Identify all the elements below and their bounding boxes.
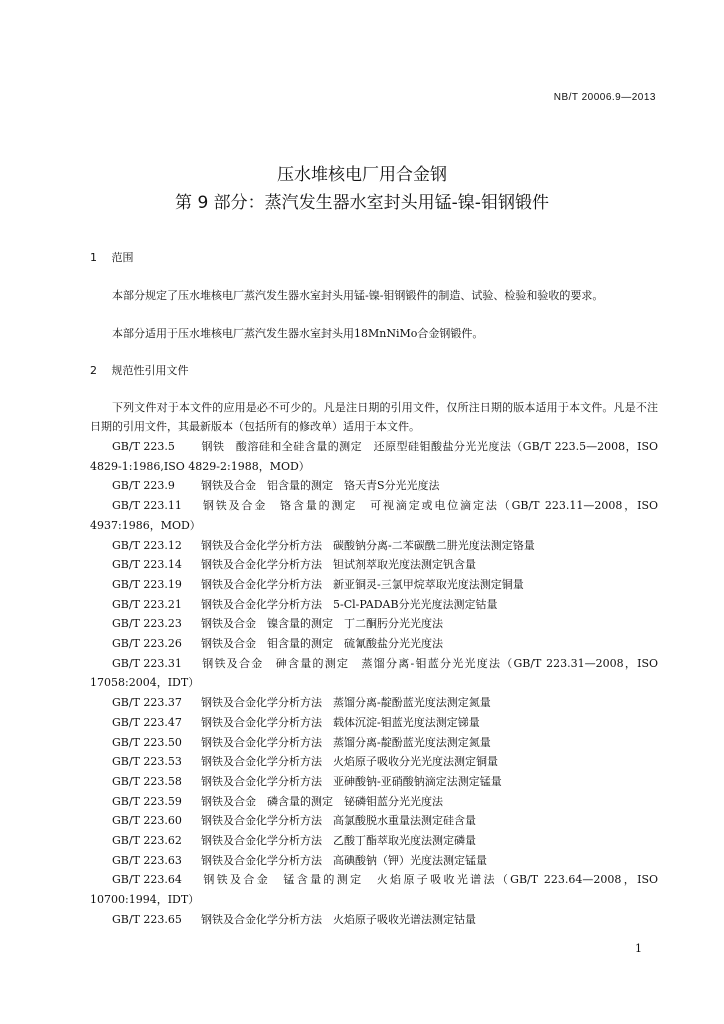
reference-item <box>90 595 658 615</box>
reference-code: GB/T 223.31 <box>112 656 182 670</box>
section-1-paragraph-2: 本部分适用于压水堆核电厂蒸汽发生器水室封头用18MnNiMo合金钢锻件。 <box>112 327 484 340</box>
reference-item <box>90 555 658 575</box>
reference-item <box>90 910 658 930</box>
reference-title: 钢铁及合金 钼含量的测定 硫氰酸盐分光光度法 <box>201 637 443 651</box>
reference-item <box>90 752 658 772</box>
reference-title: 钢铁及合金化学分析方法 5-Cl-PADAB分光光度法测定钴量 <box>201 597 498 611</box>
reference-code: GB/T 223.65 <box>112 912 182 926</box>
reference-code: GB/T 223.21 <box>112 597 182 611</box>
reference-item <box>90 693 658 713</box>
reference-code: GB/T 223.14 <box>112 558 182 572</box>
reference-item <box>90 575 658 595</box>
reference-code: GB/T 223.9 <box>112 479 175 493</box>
reference-item <box>90 831 658 851</box>
reference-code: GB/T 223.62 <box>112 834 182 848</box>
document-title-line2: 第 9 部分：蒸汽发生器水室封头用锰-镍-钼钢锻件 <box>175 193 549 213</box>
section-number: 2 <box>90 364 97 377</box>
reference-title: 钢铁及合金 砷含量的测定 蒸馏分离-钼蓝分光光度法（GB/T 223.31—2008，ISO 17058:2004，IDT） <box>90 656 658 690</box>
reference-title: 钢铁及合金化学分析方法 钽试剂萃取光度法测定钒含量 <box>201 558 476 572</box>
reference-code: GB/T 223.5 <box>112 440 175 453</box>
reference-code: GB/T 223.12 <box>112 538 182 552</box>
reference-code: GB/T 223.19 <box>112 577 182 591</box>
reference-title: 钢铁及合金 铝含量的测定 铬天青S分光光度法 <box>201 479 440 493</box>
reference-code: GB/T 223.50 <box>112 735 182 749</box>
reference-item <box>90 437 658 476</box>
reference-code: GB/T 223.11 <box>112 499 182 513</box>
reference-title: 钢铁及合金化学分析方法 新亚铜灵-三氯甲烷萃取光度法测定铜量 <box>201 577 524 591</box>
reference-code: GB/T 223.60 <box>112 814 182 828</box>
reference-item <box>90 851 658 871</box>
reference-title: 钢铁及合金化学分析方法 亚砷酸钠-亚硝酸钠滴定法测定锰量 <box>201 774 502 788</box>
document-title-line1: 压水堆核电厂用合金钢 <box>277 165 447 185</box>
page-number: 1 <box>635 942 642 955</box>
reference-title: 钢铁及合金化学分析方法 载体沉淀-钼蓝光度法测定锑量 <box>201 715 480 729</box>
reference-code: GB/T 223.59 <box>112 794 182 808</box>
reference-title: 钢铁及合金 铬含量的测定 可视滴定或电位滴定法（GB/T 223.11—2008，ISO 4937:1986，MOD） <box>90 499 658 532</box>
section-1-paragraph-1: 本部分规定了压水堆核电厂蒸汽发生器水室封头用锰-镍-钼钢锻件的制造、试验、检验和验收的要求。 <box>112 289 604 302</box>
reference-title: 钢铁及合金化学分析方法 蒸馏分离-靛酚蓝光度法测定氮量 <box>201 696 491 710</box>
section-2-heading <box>90 362 189 378</box>
section-title: 规范性引用文件 <box>111 364 189 377</box>
reference-item <box>90 614 658 634</box>
reference-code: GB/T 223.23 <box>112 617 182 631</box>
reference-code: GB/T 223.37 <box>112 696 182 710</box>
reference-item <box>90 476 658 496</box>
section-title: 范围 <box>111 251 134 264</box>
reference-item <box>90 772 658 792</box>
reference-item <box>90 654 658 693</box>
reference-title: 钢铁及合金化学分析方法 高氯酸脱水重量法测定硅含量 <box>201 814 476 828</box>
reference-item <box>90 792 658 812</box>
reference-item <box>90 713 658 733</box>
reference-item <box>90 733 658 753</box>
reference-code: GB/T 223.58 <box>112 774 182 788</box>
reference-title: 钢铁及合金化学分析方法 乙酸丁酯萃取光度法测定磷量 <box>201 834 476 848</box>
reference-title: 钢铁 酸溶硅和全硅含量的测定 还原型硅钼酸盐分光光度法（GB/T 223.5—2008，ISO 4829-1:1986,ISO 4829-2:1988，MOD） <box>90 440 658 473</box>
reference-title: 钢铁及合金化学分析方法 碳酸钠分离-二苯碳酰二肼光度法测定铬量 <box>201 538 535 552</box>
section-number: 1 <box>90 251 97 264</box>
reference-code: GB/T 223.64 <box>112 873 182 887</box>
reference-code: GB/T 223.47 <box>112 715 182 729</box>
reference-code: GB/T 223.26 <box>112 637 182 651</box>
standard-code: NB/T 20006.9—2013 <box>553 92 656 103</box>
reference-title: 钢铁及合金 锰含量的测定 火焰原子吸收光谱法（GB/T 223.64—2008，ISO 10700:1994，IDT） <box>90 873 658 907</box>
reference-title: 钢铁及合金化学分析方法 火焰原子吸收分光光度法测定铜量 <box>201 755 498 769</box>
reference-title: 钢铁及合金 镍含量的测定 丁二酮肟分光光度法 <box>201 617 443 631</box>
reference-title: 钢铁及合金化学分析方法 火焰原子吸收光谱法测定钴量 <box>201 912 476 926</box>
reference-item <box>90 536 658 556</box>
reference-item <box>90 870 658 909</box>
reference-code: GB/T 223.63 <box>112 853 182 867</box>
reference-title: 钢铁及合金化学分析方法 蒸馏分离-靛酚蓝光度法测定氮量 <box>201 735 491 749</box>
section-2-intro: 下列文件对于本文件的应用是必不可少的。凡是注日期的引用文件，仅所注日期的版本适用于本文件。凡是不注日期的引用文件，其最新版本（包括所有的修改单）适用于本文件。 <box>90 401 658 433</box>
reference-title: 钢铁及合金 磷含量的测定 铋磷钼蓝分光光度法 <box>201 794 443 808</box>
reference-item <box>90 496 658 535</box>
reference-item <box>90 634 658 654</box>
reference-title: 钢铁及合金化学分析方法 高碘酸钠（钾）光度法测定锰量 <box>201 853 487 867</box>
reference-item <box>90 811 658 831</box>
section-1-heading <box>90 249 134 265</box>
reference-list <box>90 437 658 930</box>
reference-code: GB/T 223.53 <box>112 755 182 769</box>
